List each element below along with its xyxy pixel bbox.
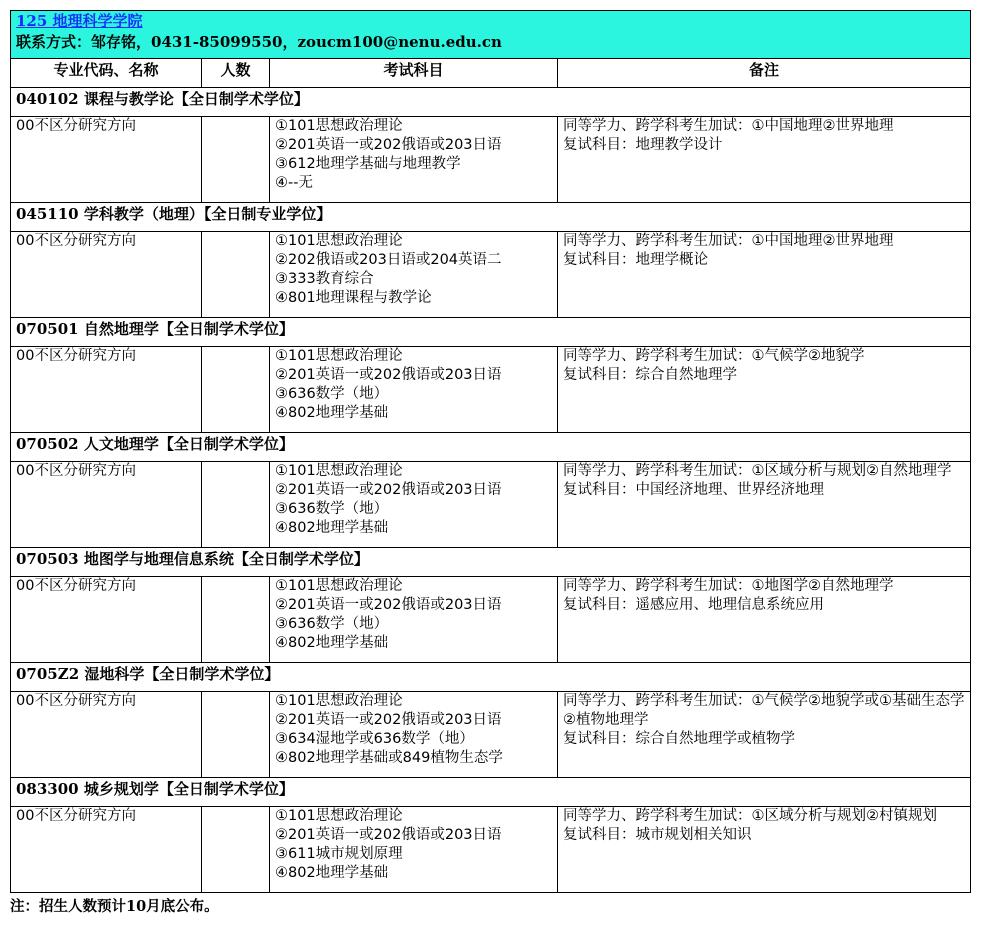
enrollment-count	[202, 807, 270, 893]
major-title-row	[11, 778, 971, 807]
exam-subject-item: ②201英语一或202俄语或203日语	[275, 827, 502, 843]
column-header-major: 专业代码、名称	[11, 59, 202, 88]
remarks	[558, 692, 971, 778]
remark-item: 同等学力、跨学科考生加试：①气候学②地貌学或①基础生态学②植物地理学	[563, 693, 965, 728]
major-title: 045110 学科教学（地理）【全日制专业学位】	[11, 203, 971, 232]
remark-item: 复试科目：地理学概论	[563, 252, 708, 268]
remarks	[558, 347, 971, 433]
exam-subjects	[270, 117, 558, 203]
exam-subject-item: ④802地理学基础	[275, 520, 389, 536]
exam-subject-item: ④802地理学基础或849植物生态学	[275, 750, 503, 766]
major-title: 0705Z2 湿地科学【全日制学术学位】	[11, 663, 971, 692]
exam-subject-item: ③636数学（地）	[275, 616, 389, 632]
major-detail-row	[11, 117, 971, 203]
exam-subject-item: ④801地理课程与教学论	[275, 290, 432, 306]
department-header-cell	[11, 11, 971, 59]
remark-item: 同等学力、跨学科考生加试：①区域分析与规划②村镇规划	[563, 808, 937, 824]
major-title: 040102 课程与教学论【全日制学术学位】	[11, 88, 971, 117]
column-header-count: 人数	[202, 59, 270, 88]
major-title: 083300 城乡规划学【全日制学术学位】	[11, 778, 971, 807]
exam-subject-item: ③634湿地学或636数学（地）	[275, 731, 474, 747]
major-title-row	[11, 203, 971, 232]
major-title-row	[11, 318, 971, 347]
remarks	[558, 117, 971, 203]
remark-item: 复试科目：综合自然地理学	[563, 367, 737, 383]
major-title-row	[11, 88, 971, 117]
exam-subject-item: ③612地理学基础与地理教学	[275, 156, 461, 172]
exam-subject-item: ①101思想政治理论	[275, 118, 403, 134]
remarks	[558, 577, 971, 663]
remark-item: 复试科目：中国经济地理、世界经济地理	[563, 482, 824, 498]
remark-item: 同等学力、跨学科考生加试：①气候学②地貌学	[563, 348, 865, 364]
major-detail-row	[11, 347, 971, 433]
remark-item: 同等学力、跨学科考生加试：①地图学②自然地理学	[563, 578, 894, 594]
remark-item: 复试科目：遥感应用、地理信息系统应用	[563, 597, 824, 613]
department-link[interactable]: 125 地理科学学院	[16, 12, 143, 30]
exam-subject-item: ①101思想政治理论	[275, 348, 403, 364]
enrollment-count	[202, 692, 270, 778]
exam-subject-item: ②201英语一或202俄语或203日语	[275, 482, 502, 498]
research-direction: 00不区分研究方向	[11, 577, 202, 663]
research-direction: 00不区分研究方向	[11, 232, 202, 318]
exam-subject-item: ③333教育综合	[275, 271, 374, 287]
remark-item: 同等学力、跨学科考生加试：①区域分析与规划②自然地理学	[563, 463, 952, 479]
exam-subject-item: ④802地理学基础	[275, 635, 389, 651]
research-direction: 00不区分研究方向	[11, 347, 202, 433]
remarks	[558, 807, 971, 893]
remark-item: 复试科目：综合自然地理学或植物学	[563, 731, 795, 747]
research-direction: 00不区分研究方向	[11, 692, 202, 778]
exam-subjects	[270, 462, 558, 548]
exam-subject-item: ②201英语一或202俄语或203日语	[275, 137, 502, 153]
major-detail-row	[11, 232, 971, 318]
major-title: 070503 地图学与地理信息系统【全日制学术学位】	[11, 548, 971, 577]
remarks	[558, 232, 971, 318]
exam-subject-item: ①101思想政治理论	[275, 808, 403, 824]
exam-subject-item: ①101思想政治理论	[275, 463, 403, 479]
major-title: 070502 人文地理学【全日制学术学位】	[11, 433, 971, 462]
major-detail-row	[11, 807, 971, 893]
enrollment-count	[202, 462, 270, 548]
exam-subject-item: ①101思想政治理论	[275, 578, 403, 594]
exam-subject-item: ②202俄语或203日语或204英语二	[275, 252, 502, 268]
remark-item: 复试科目：地理教学设计	[563, 137, 723, 153]
exam-subjects	[270, 577, 558, 663]
exam-subject-item: ②201英语一或202俄语或203日语	[275, 367, 502, 383]
column-header-subjects: 考试科目	[270, 59, 558, 88]
exam-subject-item: ④802地理学基础	[275, 865, 389, 881]
enrollment-count	[202, 577, 270, 663]
major-detail-row	[11, 692, 971, 778]
major-title-row	[11, 663, 971, 692]
research-direction: 00不区分研究方向	[11, 807, 202, 893]
major-title: 070501 自然地理学【全日制学术学位】	[11, 318, 971, 347]
major-title-row	[11, 433, 971, 462]
exam-subject-item: ③636数学（地）	[275, 386, 389, 402]
exam-subject-item: ④802地理学基础	[275, 405, 389, 421]
column-header-remarks: 备注	[558, 59, 971, 88]
program-listing	[10, 10, 970, 916]
exam-subject-item: ③611城市规划原理	[275, 846, 403, 862]
exam-subjects	[270, 232, 558, 318]
enrollment-count	[202, 232, 270, 318]
enrollment-count	[202, 117, 270, 203]
exam-subject-item: ①101思想政治理论	[275, 693, 403, 709]
remark-item: 复试科目：城市规划相关知识	[563, 827, 752, 843]
exam-subject-item: ③636数学（地）	[275, 501, 389, 517]
exam-subjects	[270, 692, 558, 778]
remarks	[558, 462, 971, 548]
research-direction: 00不区分研究方向	[11, 462, 202, 548]
exam-subject-item: ④--无	[275, 175, 313, 191]
exam-subject-item: ①101思想政治理论	[275, 233, 403, 249]
remark-item: 同等学力、跨学科考生加试：①中国地理②世界地理	[563, 233, 894, 249]
enrollment-count	[202, 347, 270, 433]
research-direction: 00不区分研究方向	[11, 117, 202, 203]
exam-subject-item: ②201英语一或202俄语或203日语	[275, 597, 502, 613]
department-header	[11, 11, 971, 59]
exam-subjects	[270, 807, 558, 893]
column-header-row	[11, 59, 971, 88]
program-table	[10, 10, 971, 893]
exam-subject-item: ②201英语一或202俄语或203日语	[275, 712, 502, 728]
major-detail-row	[11, 462, 971, 548]
remark-item: 同等学力、跨学科考生加试：①中国地理②世界地理	[563, 118, 894, 134]
exam-subjects	[270, 347, 558, 433]
major-detail-row	[11, 577, 971, 663]
contact-info: 联系方式：邹存铭，0431-85099550，zoucm100@nenu.edu.cn	[16, 33, 502, 51]
major-title-row	[11, 548, 971, 577]
footnote: 注：招生人数预计10月底公布。	[10, 898, 219, 915]
